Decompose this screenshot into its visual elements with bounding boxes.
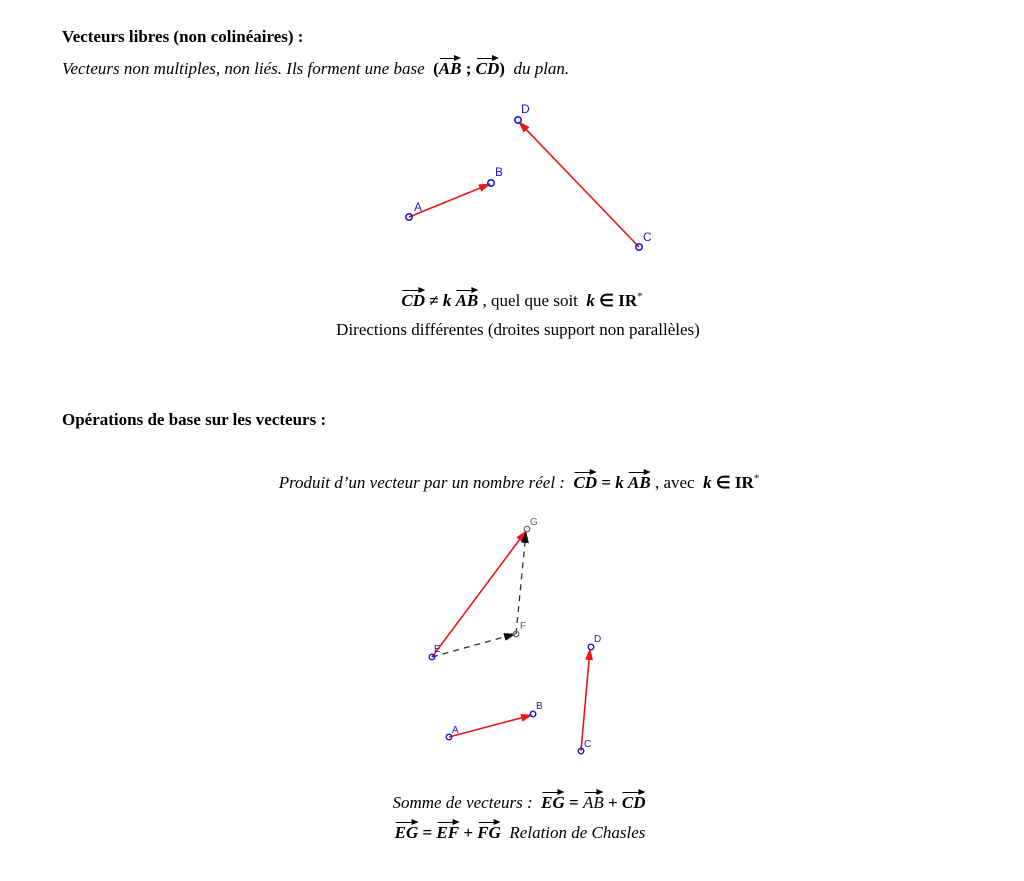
chasles-vector-fg: FG [477,820,501,843]
formula-vector-ab: AB [456,288,479,311]
fig2-point-b [530,711,536,717]
section1-intro: Vecteurs non multiples, non liés. Ils forment une base (AB ; CD) du plan. [62,56,569,79]
fig1-vector-cd [519,122,639,247]
section1-title: Vecteurs libres (non colinéaires) : [62,27,304,46]
vector-ab: AB [439,56,462,79]
fig2-label-c: C [584,739,592,750]
chasles-label: Relation de Chasles [509,823,646,842]
section1-note: Directions différentes (droites support non parallèles) [336,320,700,339]
fig1-point-b [488,180,494,186]
real-set: IR [618,291,638,310]
sum-vector-cd: CD [622,790,646,813]
fig2-vector-ab [449,715,532,737]
section1-formula: CD ≠ k AB , quel que soit k ∈ IR* [401,288,642,311]
product-real-set: IR [734,473,754,492]
chasles-line: EG = EF + FG Relation de Chasles [395,820,646,843]
fig1-label-c: C [643,230,652,244]
product-line: Produit d’un vecteur par un nombre réel : CD = k AB , avec k ∈ IR* [279,470,760,493]
vector-cd: CD [476,56,500,79]
sum-line: Somme de vecteurs : EG = AB + CD [392,790,645,813]
intro-text: Vecteurs non multiples, non liés. Ils forment une base [62,59,425,78]
chasles-vector-ef: EF [436,820,459,843]
fig1-label-d: D [521,102,530,116]
fig2-label-d: D [594,634,602,645]
fig1-label-a: A [414,200,423,214]
fig1-point-d [515,117,521,123]
product-tail: , avec [654,473,695,492]
fig2-label-b: B [536,701,543,712]
fig2-vector-cd [581,649,590,751]
product-vector-ab: AB [628,470,651,493]
fig2-label-a: A [452,725,459,736]
sum-vector-eg: EG [541,790,565,813]
fig1-label-b: B [495,165,504,179]
product-label: Produit d’un vecteur par un nombre réel : [278,473,565,492]
fig2-point-g [524,526,530,532]
fig2-vector-eg [432,531,526,657]
fig2-vector-ef [432,634,515,657]
formula-vector-cd: CD [401,288,425,311]
section2-title: Opérations de base sur les vecteurs : [62,410,327,429]
fig2-label-f: F [520,621,527,632]
sum-label: Somme de vecteurs : [392,793,533,812]
formula-tail: , quel que soit [482,291,578,310]
figure1 [406,102,652,250]
fig2-label-g: G [530,517,538,528]
fig2-point-d [588,644,594,650]
fig2-vector-fg [516,532,526,634]
fig2-label-e: E [434,644,441,655]
intro-end: du plan. [513,59,570,78]
product-vector-cd: CD [573,470,597,493]
figure2 [429,517,601,754]
chasles-vector-eg: EG [395,820,419,843]
sum-vector-ab: AB [583,790,604,813]
